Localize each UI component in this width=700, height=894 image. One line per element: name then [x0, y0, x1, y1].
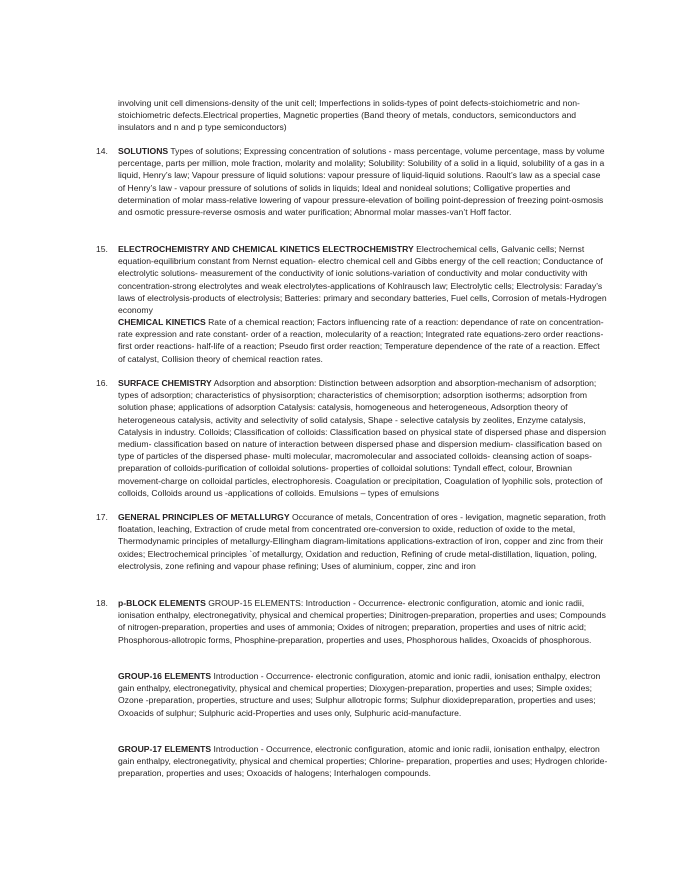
section-body — [118, 377, 608, 499]
section-body — [118, 145, 608, 218]
section-number: 18. — [96, 598, 108, 608]
section-heading: GENERAL PRINCIPLES OF METALLURGY — [118, 512, 290, 522]
section-text: GROUP-15 ELEMENTS: Introduction - Occurrence- electronic configuration, atomic and ionic radii, ionisation enthalpy, electronegativity, physical and chemical properties; Dinitrogen-preparation, properties and uses; Compounds of nitrogen-preparation, properties and uses of ammonia; Oxides of nitrogen; preparation, properties and uses of nitric acid; Phosphorous-allotropic forms, Phosphine-preparation, properties and uses, Phosphorous halides, Oxoacids of phosphorous. — [118, 598, 606, 645]
section-heading: p-BLOCK ELEMENTS — [118, 598, 206, 608]
section-p-block — [96, 597, 608, 646]
section-surface-chemistry — [96, 377, 608, 499]
section-solutions — [96, 145, 608, 218]
section-chemical-kinetics — [118, 316, 608, 365]
section-text: Electrochemical cells, Galvanic cells; Nernst equation-equilibrium constant from Nernst equation- electro chemical cell and Gibbs energy of the cell reaction; Conductance of electrolytic solutions- measurement of the conductivity of ionic solutions-variation of conductivity and molar conductivity with concentration-strong electrolytes and weak electrolytes-applications of Kohlrausch law; Electrolytic cells; Electrolysis: Faraday’s laws of electrolysis-products of electrolysis; Batteries: primary and secondary batteries, Fuel cells, Corrosion of metals-Hydrogen economy — [118, 244, 607, 316]
section-body — [118, 597, 608, 646]
section-metallurgy — [96, 511, 608, 572]
section-heading: GROUP-17 ELEMENTS — [118, 744, 212, 754]
section-body — [118, 511, 608, 572]
section-text: Adsorption and absorption: Distinction between adsorption and absorption-mechanism of adsorption; types of adsorption; characteristics of physisorption; characteristics of chemisorption; adsorption isotherms; adsorption from solution phase; applications of adsorption Catalysis: catalysis, homogeneous and heterogeneous, Adsorption theory of heterogeneous catalysis, activity and selectivity of solid catalysis, Shape - selective catalysis by zeolites, Enzyme catalysis, Catalysis in industry. Colloids; Classification of colloids: Classification based on physical state of dispersed phase and dispersion medium- classification based on nature of interaction between dispersed phase and dispersion medium- classification based on type of particles of the dispersed phase- multi molecular, macromolecular and associated colloids- cleansing action of soaps-preparation of colloids-purification of colloidal solutions- properties of colloidal solutions: Tyndall effect, colour, Brownian movement-charge on colloidal particles, electrophoresis. Coagulation or precipitation, Coagulation of lyophilic sols, protection of colloids, Colloids around us -applications of colloids. Emulsions – types of emulsions — [118, 378, 607, 498]
section-electrochemistry — [96, 243, 608, 316]
section-group-17 — [118, 743, 608, 780]
section-heading: SURFACE CHEMISTRY — [118, 378, 212, 388]
section-text: Introduction - Occurrence, electronic configuration, atomic and ionic radii, ionisation enthalpy, electron gain enthalpy, electronegativity, physical and chemical properties; Chlorine- preparation, properties and uses; Hydrogen chloride- preparation, properties and uses; Oxoacids of halogens; Interhalogen compounds. — [118, 744, 608, 779]
section-heading: SOLUTIONS — [118, 146, 169, 156]
section-text: Occurance of metals, Concentration of ores - levigation, magnetic separation, froth floatation, leaching, Extraction of crude metal from concentrated ore-conversion to oxide, reduction of oxide to the metal, Thermodynamic principles of metallurgy-Ellingham diagram-limitations applications-extraction of iron, copper and zinc from their oxides; Electrochemical principles `of metallurgy, Oxidation and reduction, Refining of crude metal-distillation, liquation, poling, electrolysis, zone refining and vapour phase refining; Uses of aluminium, copper, zinc and iron — [118, 512, 606, 571]
section-heading: CHEMICAL KINETICS — [118, 317, 206, 327]
section-number: 14. — [96, 146, 108, 156]
section-body — [118, 243, 608, 316]
section-text: Types of solutions; Expressing concentration of solutions - mass percentage, volume percentage, mass by volume percentage, parts per million, mole fraction, molarity and molality; Solubility: Solubility of a solid in a liquid, solubility of a gas in a liquid, Henry’s law; Vapour pressure of liquid solutions: vapour pressure of liquid-liquid solutions. Raoult’s law as a special case of Henry’s law - vapour pressure of solutions of solids in liquids; Ideal and nonideal solutions; Colligative properties and determination of molar mass-relative lowering of vapour pressure-elevation of boiling point-depression of freezing point-osmosis and osmotic pressure-reverse osmosis and water purification; Abnormal molar masses-van’t Hoff factor. — [118, 146, 605, 218]
section-group-16 — [118, 670, 608, 719]
section-heading: ELECTROCHEMISTRY AND CHEMICAL KINETICS ELECTROCHEMISTRY — [118, 244, 414, 254]
section-text: Introduction - Occurrence- electronic configuration, atomic and ionic radii, ionisation enthalpy, electron gain enthalpy, electronegativity, physical and chemical properties; Dioxygen-preparation, properties and uses; Simple oxides; Ozone -preparation, properties, structure and uses; Sulphur allotropic forms; Sulphur dioxidepreparation, properties and uses; Oxoacids of sulphur; Sulphuric acid-Properties and uses only, Sulphuric acid-manufacture. — [118, 671, 601, 718]
section-text: Rate of a chemical reaction; Factors influencing rate of a reaction: dependance of rate on concentration- rate expression and rate constant- order of a reaction, molecularity of a reaction; Integrated rate equations-zero order reactions-first order reactions- half-life of a reaction; Pseudo first order reaction; Temperature dependence of the rate of a reaction. Effect of catalyst, Collision theory of chemical reaction rates. — [118, 317, 604, 364]
section-number: 15. — [96, 244, 108, 254]
section-heading: GROUP-16 ELEMENTS — [118, 671, 212, 681]
section-number: 16. — [96, 378, 108, 388]
section-number: 17. — [96, 512, 108, 522]
intro-paragraph: involving unit cell dimensions-density of the unit cell; Imperfections in solids-types of point defects-stoichiometric and non-stoichiometric defects.Electrical properties, Magnetic properties (Band theory of metals, conductors, semiconductors and insulators and n and p type semiconductors) — [118, 98, 580, 133]
